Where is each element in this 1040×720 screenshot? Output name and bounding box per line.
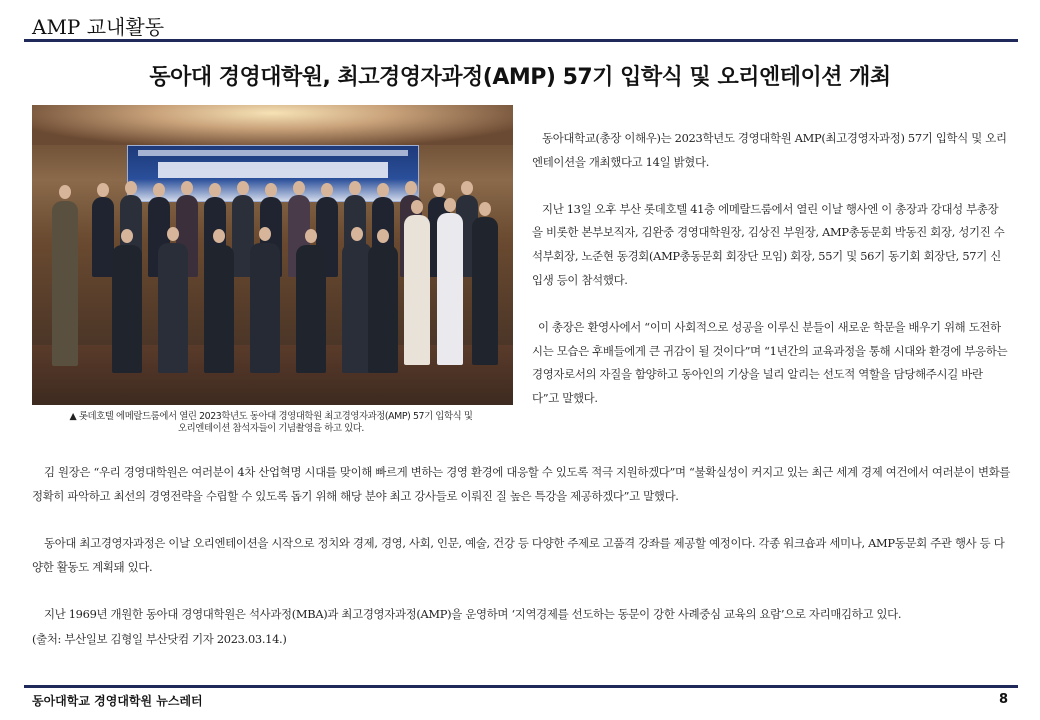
bottom-divider [24,685,1018,688]
right-column [532,127,1008,434]
caption-line-1: ▲ 롯데호텔 에메랄드룸에서 열린 2023학년도 동아대 경영대학원 최고경영자과정(AMP) 57기 입학식 및 [69,411,473,422]
source-note: (출처: 부산일보 김형일 부산닷컴 기자 2023.03.14.) [32,632,287,646]
paragraph-5: 동아대 최고경영자과정은 이날 오리엔테이션을 시작으로 정치와 경제, 경영, 사회, 인문, 예술, 건강 등 다양한 주제로 고품격 강좌를 제공할 예정이다. 각종 워크숍과 세미나, AMP동문회 주관 행사 등 다양한 활동도 계획돼 있다. [32,536,1005,574]
full-width-body [32,460,1012,674]
footer-publication: 동아대학교 경영대학원 뉴스레터 [32,694,203,708]
paragraph-1: 동아대학교(총장 이해우)는 2023학년도 경영대학원 AMP(최고경영자과정) 57기 입학식 및 오리엔테이션을 개최했다고 14일 밝혔다. [532,131,1007,169]
paragraph-2: 지난 13일 오후 부산 롯데호텔 41층 에메랄드룸에서 열린 이날 행사엔 이 총장과 강대성 부총장을 비롯한 본부보직자, 김완중 경영대학원장, 김상진 부원장, AMP총동문회 박동진 회장, 성기진 수석부회장, 노준현 동경회(AMP총동문회 회장단 모임) 회장, 55기 및 56기 동기회 회장단, 57기 신입생 등이 참석했다. [532,201,1005,287]
section-label: AMP 교내활동 [32,15,165,39]
paragraph-6: 지난 1969년 개원한 동아대 경영대학원은 석사과정(MBA)과 최고경영자과정(AMP)을 운영하며 ‘지역경제를 선도하는 동문이 강한 사례중심 교육의 요람’으로 자리매김하고 있다. [44,607,902,621]
caption-line-2: 오리엔테이션 참석자들이 기념촬영을 하고 있다. [177,423,365,434]
top-divider [24,39,1018,42]
group-photo [32,105,513,405]
article-title: 동아대 경영대학원, 최고경영자과정(AMP) 57기 입학식 및 오리엔테이션 개최 [149,65,891,90]
ceiling-lights [32,105,513,145]
paragraph-4: 김 원장은 “우리 경영대학원은 여러분이 4차 산업혁명 시대를 맞이해 빠르게 변하는 경영 환경에 대응할 수 있도록 적극 지원하겠다”며 “불확실성이 커지고 있는 최근 세계 경제 여건에서 여러분이 변화를 정확히 파악하고 최선의 경영전략을 수립할 수 있도록 돕기 위해 해당 분야 최고 강사들로 이뤄진 질 높은 특강을 제공하겠다”고 말했다. [32,465,1011,503]
paragraph-3: 이 총장은 환영사에서 “이미 사회적으로 성공을 이루신 분들이 새로운 학문을 배우기 위해 도전하시는 모습은 후배들에게 큰 귀감이 될 것이다”며 “1년간의 교육과정을 통해 시대와 환경에 부응하는 경영자로서의 자질을 함양하고 동아인의 기상을 널리 알리는 선도적 역할을 담당해주시길 바란다”고 말했다. [532,319,1008,406]
photo-caption [24,411,518,435]
page-number: 8 [998,692,1008,707]
